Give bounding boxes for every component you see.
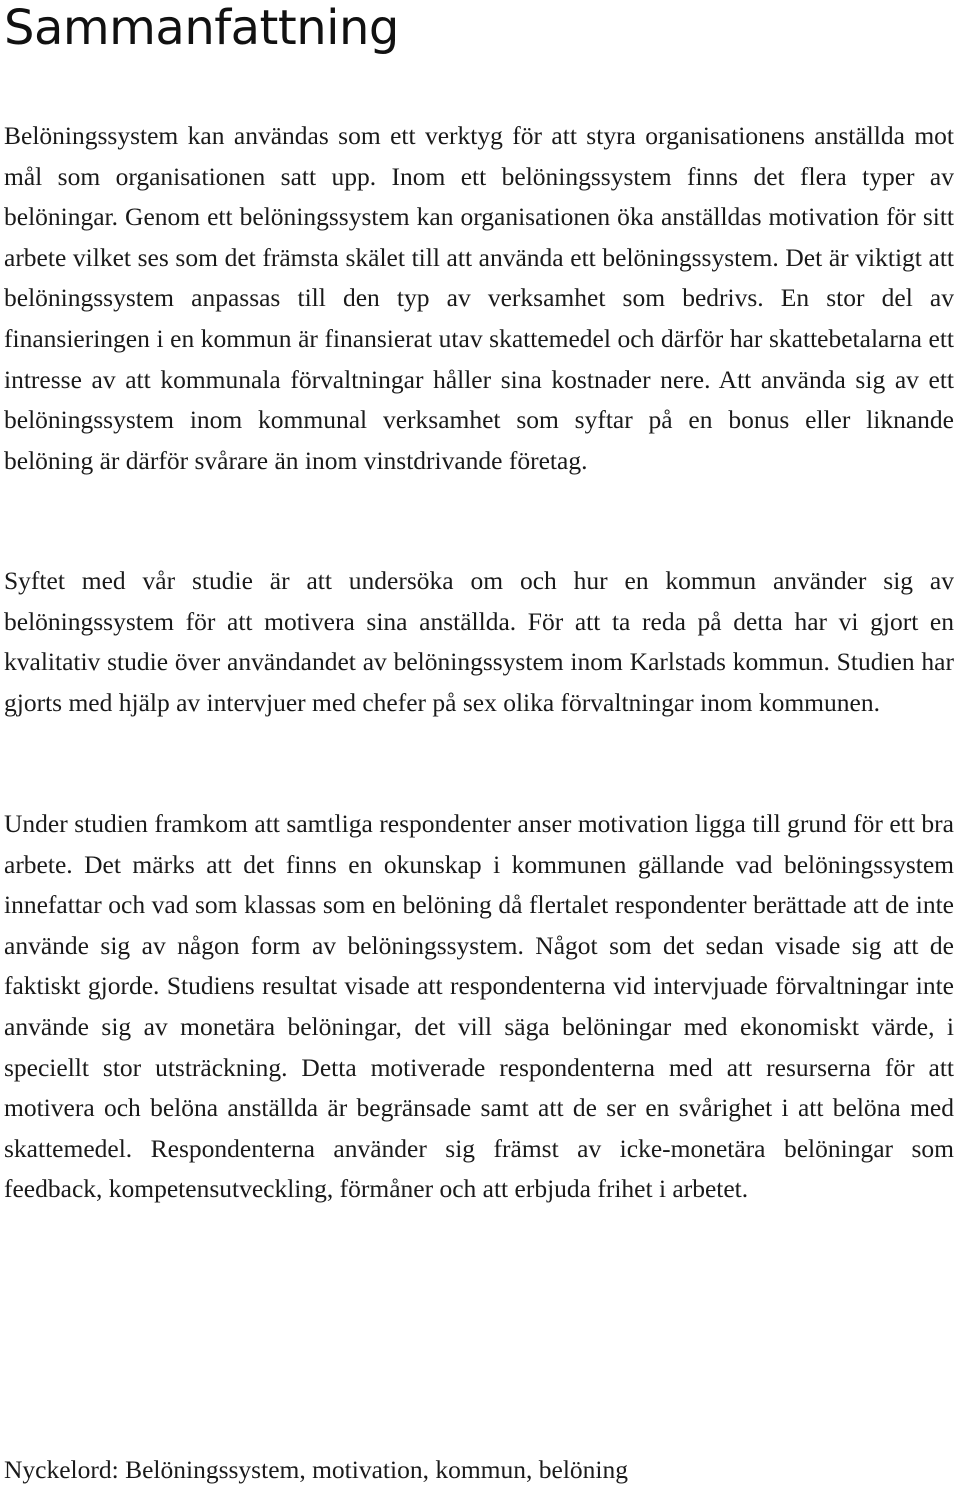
- summary-paragraph: Belöningssystem kan användas som ett verktyg för att styra organisationens anställda mot mål som organisationen satt upp. Inom ett belöningssystem finns det flera typer av belöningar. Genom ett belöningssystem kan organisationen öka anställdas motivation för sitt arbete vilket ses som det främsta skälet till att använda ett belöningssystem. Det är viktigt att belöningssystem anpassas till den typ av verksamhet som bedrivs. En stor del av finansieringen i en kommun är finansierat utav skattemedel och därför har skattebetalarna ett intresse av att kommunala förvaltningar håller sina kostnader nere. Att använda sig av ett belöningssystem inom kommunal verksamhet som syftar på en bonus eller liknande belöning är därför svårare än inom vinstdrivande företag.: [4, 121, 954, 475]
- page-title: Sammanfattning: [4, 0, 399, 56]
- results-paragraph: Under studien framkom att samtliga respondenter anser motivation ligga till grund för ett bra arbete. Det märks att det finns en okunskap i kommunen gällande vad belöningssystem innefattar och vad som klassas som en belöning då flertalet respondenter berättade att de inte använde sig av någon form av belöningssystem. Något som det sedan visade sig att de faktiskt gjorde. Studiens resultat visade att respondenterna vid intervjuade förvaltningar inte använde sig av monetära belöningar, det vill säga belöningar med ekonomiskt värde, i speciellt stor utsträckning. Detta motiverade respondenterna med att resurserna för att motivera och belöna anställda är begränsade samt att de ser en svårighet i att belöna med skattemedel. Respondenterna använder sig främst av icke-monetära belöningar som feedback, kompetensutveckling, förmåner och att erbjuda frihet i arbetet.: [4, 809, 954, 1204]
- keywords-line: Nyckelord: Belöningssystem, motivation, kommun, belöning: [4, 1455, 628, 1484]
- purpose-paragraph: Syftet med vår studie är att undersöka om och hur en kommun använder sig av belöningssystem för att motivera sina anställda. För att ta reda på detta har vi gjort en kvalitativ studie över användandet av belöningssystem inom Karlstads kommun. Studien har gjorts med hjälp av intervjuer med chefer på sex olika förvaltningar inom kommunen.: [4, 566, 954, 717]
